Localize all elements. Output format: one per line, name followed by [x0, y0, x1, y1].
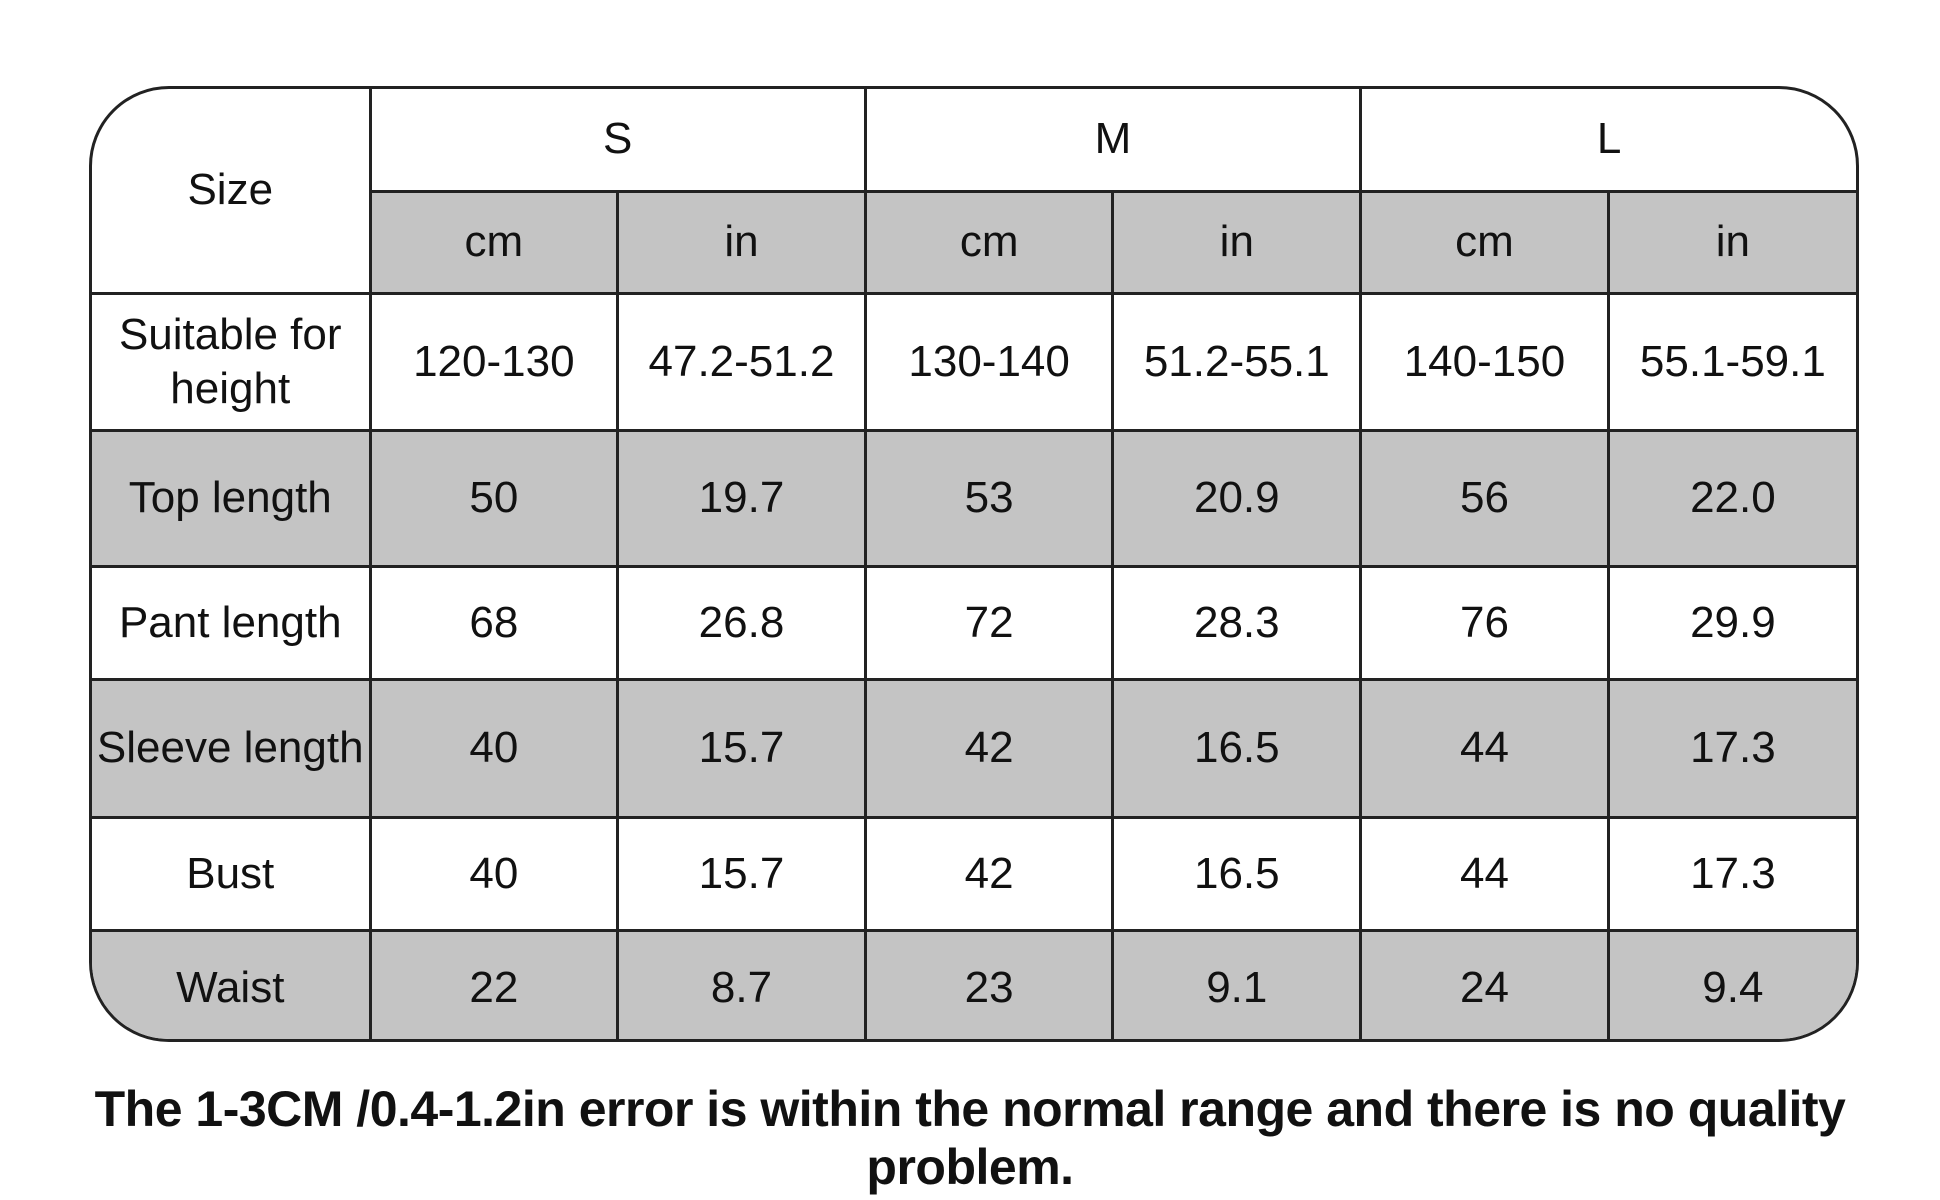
- table-cell: 22.0: [1608, 430, 1856, 566]
- table-cell: 44: [1361, 679, 1609, 817]
- table-cell: 51.2-55.1: [1113, 293, 1361, 430]
- table-cell: 20.9: [1113, 430, 1361, 566]
- table-cell: 42: [865, 817, 1113, 930]
- table-cell: 17.3: [1608, 679, 1856, 817]
- row-label-line: Suitable for: [118, 309, 342, 359]
- table-cell: 40: [370, 817, 618, 930]
- unit-header: in: [1608, 191, 1856, 293]
- table-cell: 9.4: [1608, 930, 1856, 1042]
- table-cell: 55.1-59.1: [1608, 293, 1856, 430]
- table-cell: 42: [865, 679, 1113, 817]
- unit-header: in: [618, 191, 866, 293]
- unit-header: cm: [865, 191, 1113, 293]
- table-cell: 47.2-51.2: [618, 293, 866, 430]
- error-tolerance-note: The 1-3CM /0.4-1.2in error is within the normal range and there is no quality problem.: [94, 1081, 1846, 1195]
- table-row: [92, 293, 1856, 430]
- row-label: Waist: [92, 930, 370, 1042]
- size-s-header: S: [370, 89, 865, 191]
- table-cell: 16.5: [1113, 679, 1361, 817]
- table-cell: 9.1: [1113, 930, 1361, 1042]
- table-cell: 22: [370, 930, 618, 1042]
- table-cell: 29.9: [1608, 566, 1856, 679]
- size-header-row: [92, 89, 1856, 191]
- table-cell: 53: [865, 430, 1113, 566]
- table-cell: 26.8: [618, 566, 866, 679]
- table-row: [92, 930, 1856, 1042]
- row-label: [92, 293, 370, 430]
- table-row: [92, 430, 1856, 566]
- table-cell: 16.5: [1113, 817, 1361, 930]
- row-label: Sleeve length: [92, 679, 370, 817]
- unit-header: cm: [370, 191, 618, 293]
- row-label: Pant length: [92, 566, 370, 679]
- table-cell: 50: [370, 430, 618, 566]
- table-cell: 8.7: [618, 930, 866, 1042]
- table-cell: 72: [865, 566, 1113, 679]
- table-cell: 15.7: [618, 679, 866, 817]
- table-cell: 15.7: [618, 817, 866, 930]
- table-cell: 28.3: [1113, 566, 1361, 679]
- table-row: [92, 817, 1856, 930]
- table-row: [92, 679, 1856, 817]
- size-label: Size: [92, 89, 370, 293]
- size-m-header: M: [865, 89, 1360, 191]
- size-chart: [89, 86, 1859, 1042]
- table-cell: 23: [865, 930, 1113, 1042]
- size-table: [92, 89, 1856, 1042]
- table-cell: 44: [1361, 817, 1609, 930]
- unit-header: in: [1113, 191, 1361, 293]
- table-cell: 17.3: [1608, 817, 1856, 930]
- table-cell: 56: [1361, 430, 1609, 566]
- table-cell: 130-140: [865, 293, 1113, 430]
- table-cell: 76: [1361, 566, 1609, 679]
- table-cell: 140-150: [1361, 293, 1609, 430]
- table-row: [92, 566, 1856, 679]
- table-cell: 120-130: [370, 293, 618, 430]
- table-cell: 68: [370, 566, 618, 679]
- unit-header: cm: [1361, 191, 1609, 293]
- table-cell: 40: [370, 679, 618, 817]
- size-l-header: L: [1361, 89, 1856, 191]
- row-label: Top length: [92, 430, 370, 566]
- row-label: Bust: [92, 817, 370, 930]
- row-label-line: height: [170, 363, 291, 413]
- table-cell: 19.7: [618, 430, 866, 566]
- table-cell: 24: [1361, 930, 1609, 1042]
